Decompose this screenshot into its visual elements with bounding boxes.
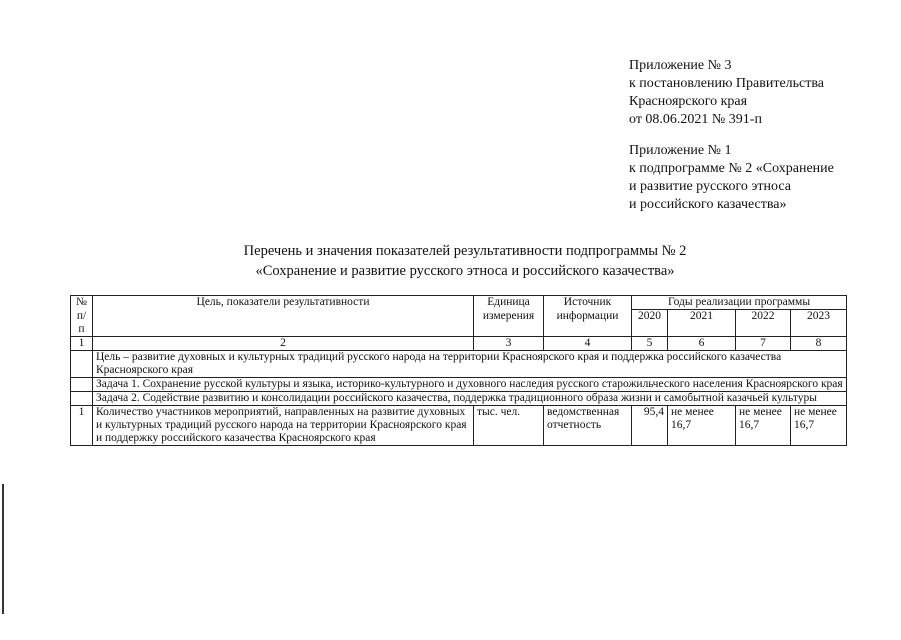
header-num-top: № bbox=[71, 296, 93, 310]
header-year-2022: 2022 bbox=[736, 310, 791, 337]
indicator-unit: тыс. чел. bbox=[474, 405, 544, 445]
index-row bbox=[71, 336, 847, 350]
goal-row bbox=[71, 350, 847, 377]
title-line-2: «Сохранение и развитие русского этноса и российского казачества» bbox=[255, 263, 675, 279]
header-source-top: Источник bbox=[544, 296, 632, 310]
indicator-name: Количество участников мероприятий, направленных на развитие духовных и культурных традиций русского народа на территории Красноярского края и поддержку российского казачества Красноярского края bbox=[93, 405, 474, 445]
indicator-source: ведомственная отчетность bbox=[544, 405, 632, 445]
index-cell-3: 3 bbox=[474, 336, 544, 350]
indicator-value-2022: не менее 16,7 bbox=[736, 405, 791, 445]
goal-row-num bbox=[71, 350, 93, 377]
indicator-row bbox=[71, 405, 847, 445]
appendix-1-line-1: Приложение № 3 bbox=[629, 58, 732, 73]
index-cell-5: 5 bbox=[632, 336, 668, 350]
header-num-bottom: п/п bbox=[71, 310, 93, 337]
indicator-num: 1 bbox=[71, 405, 93, 445]
appendix-1-line-4: от 08.06.2021 № 391-п bbox=[629, 112, 762, 127]
header-row-1 bbox=[71, 296, 847, 310]
indicator-value-2020: 95,4 bbox=[632, 405, 668, 445]
index-cell-7: 7 bbox=[736, 336, 791, 350]
title-line-1: Перечень и значения показателей результативности подпрограммы № 2 bbox=[243, 243, 687, 259]
task-2-text: Задача 2. Содействие развитию и консолидации российского казачества, поддержка традиционного образа жизни и самобытной казачьей культуры bbox=[93, 391, 847, 405]
appendix-1-line-2: к постановлению Правительства bbox=[629, 76, 825, 91]
task-1-text: Задача 1. Сохранение русской культуры и языка, историко-культурного и духовного наследия русского старожильческого населения Красноярского края bbox=[93, 377, 847, 391]
document-title bbox=[200, 241, 730, 281]
indicator-value-2021: не менее 16,7 bbox=[668, 405, 736, 445]
header-unit-bottom: измерения bbox=[474, 310, 544, 337]
header-goal: Цель, показатели результативности bbox=[93, 296, 474, 337]
header-year-2020: 2020 bbox=[632, 310, 668, 337]
header-years-group: Годы реализации программы bbox=[632, 296, 847, 310]
task-2-num bbox=[71, 391, 93, 405]
task-2-row bbox=[71, 391, 847, 405]
index-cell-8: 8 bbox=[791, 336, 847, 350]
index-cell-6: 6 bbox=[668, 336, 736, 350]
header-unit-top: Единица bbox=[474, 296, 544, 310]
header-year-2023: 2023 bbox=[791, 310, 847, 337]
task-1-row bbox=[71, 377, 847, 391]
appendix-block-2 bbox=[629, 142, 834, 214]
margin-scan-line bbox=[2, 484, 4, 614]
header-year-2021: 2021 bbox=[668, 310, 736, 337]
index-cell-1: 1 bbox=[71, 336, 93, 350]
indicators-table bbox=[70, 295, 847, 446]
appendix-block-1 bbox=[629, 57, 824, 129]
appendix-2-line-3: и развитие русского этноса bbox=[629, 179, 791, 194]
index-cell-4: 4 bbox=[544, 336, 632, 350]
appendix-2-line-1: Приложение № 1 bbox=[629, 143, 732, 158]
index-cell-2: 2 bbox=[93, 336, 474, 350]
appendix-2-line-2: к подпрограмме № 2 «Сохранение bbox=[629, 161, 834, 176]
goal-row-text: Цель – развитие духовных и культурных традиций русского народа на территории Красноярского края и поддержка российского казачества Красноярского края bbox=[93, 350, 847, 377]
indicator-value-2023: не менее 16,7 bbox=[791, 405, 847, 445]
task-1-num bbox=[71, 377, 93, 391]
appendix-1-line-3: Красноярского края bbox=[629, 94, 748, 109]
appendix-2-line-4: и российского казачества» bbox=[629, 197, 787, 212]
header-source-bottom: информации bbox=[544, 310, 632, 337]
